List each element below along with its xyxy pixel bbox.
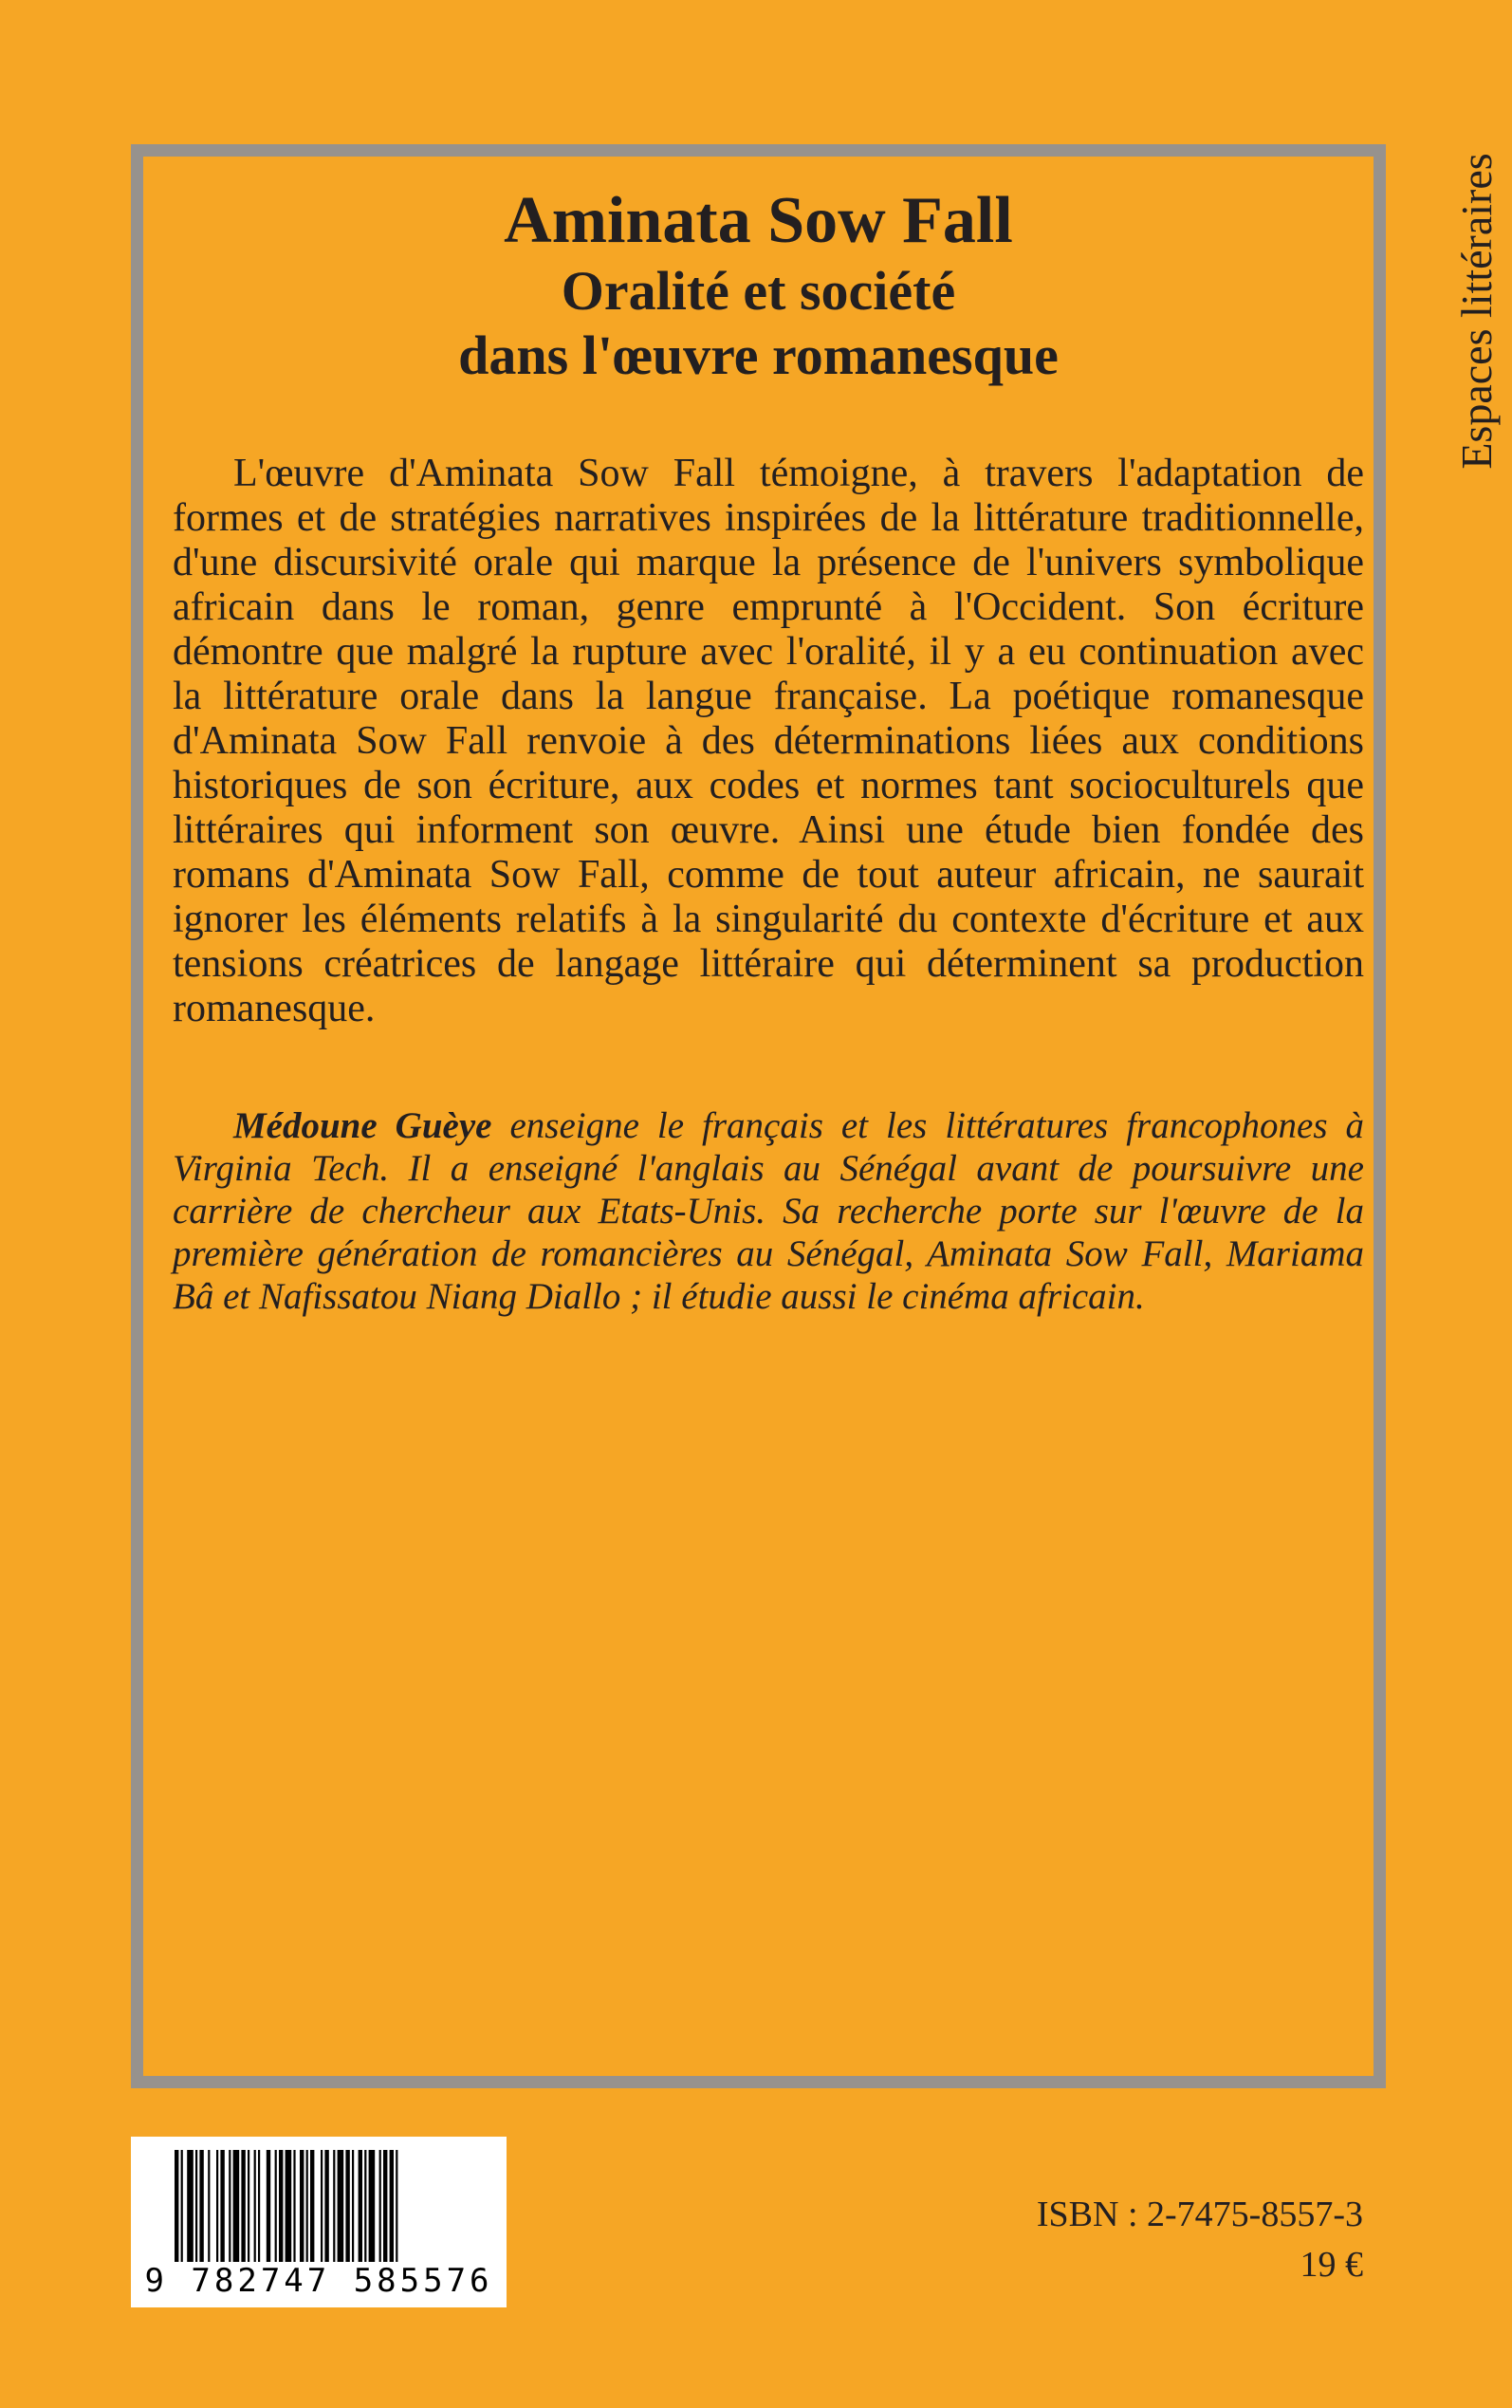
isbn-number: ISBN : 2-7475-8557-3 [1036,2195,1363,2234]
barcode-bar [369,2150,376,2262]
series-name: Espaces littéraires [1452,153,1501,470]
barcode-bar [345,2150,349,2262]
barcode-bars [131,2137,507,2269]
price: 19 € [1300,2245,1363,2285]
barcode-bar [321,2150,323,2262]
barcode-bar [352,2150,354,2262]
author-bio-text: enseigne le français et les littératures francophones à Virginia Tech. Il a enseigné l'anglais au Sénégal avant de poursuivre une carrière de chercheur aux Etats-Unis. Sa recherche porte sur l'œuvre de la première génération de romancières au Sénégal, Aminata Sow Fall, Mariama Bâ et Nafissatou Niang Diallo ; il étudie aussi le cinéma africain. [173,1105,1364,1317]
book-summary: L'œuvre d'Aminata Sow Fall témoigne, à travers l'adaptation de formes et de stratégies narratives inspirées de la littérature traditionnelle, d'une discursivité orale qui marque la présence de l'univers symbolique africain dans le roman, genre emprunté à l'Occident. Son écriture démontre que malgré la rupture avec l'oralité, il y a eu continuation avec la littérature orale dans la langue française. La poétique romanesque d'Aminata Sow Fall renvoie à des déterminations liées aux conditions historiques de son écriture, aux codes et normes tant socioculturels que littéraires qui informent son œuvre. Ainsi une étude bien fondée des romans d'Aminata Sow Fall, comme de tout auteur africain, ne saurait ignorer les éléments relatifs à la singularité du contexte d'écriture et aux tensions créatrices de langage littéraire qui déterminent sa production romanesque. [173,452,1364,1030]
back-cover-frame [131,144,1386,2088]
barcode-bar [233,2150,240,2262]
book-author-title: Aminata Sow Fall [504,184,1013,257]
barcode-bar [306,2150,308,2262]
barcode-bar [229,2150,230,2262]
barcode-bar [396,2150,397,2262]
title-block [143,183,1374,388]
barcode-bar [293,2150,295,2262]
barcode-digits: 9 782747 585576 [144,2262,493,2300]
book-subtitle-line2: dans l'œuvre romanesque [458,324,1059,386]
barcode-bar [383,2150,387,2262]
barcode-bar [310,2150,314,2262]
barcode-bar [195,2150,197,2262]
barcode-bar [199,2150,203,2262]
barcode-bar [333,2150,335,2262]
barcode-bar [324,2150,328,2262]
barcode-bar [338,2150,344,2262]
barcode-bar [208,2150,210,2262]
barcode-bar [286,2150,292,2262]
book-subtitle-line1: Oralité et société [561,260,956,322]
barcode-bar [254,2150,256,2262]
barcode-bar [258,2150,260,2262]
barcode-bar [220,2150,224,2262]
barcode-bar [216,2150,218,2262]
barcode-bar [267,2150,270,2262]
barcode-bar [364,2150,366,2262]
barcode-bar [390,2150,394,2262]
barcode-bar [248,2150,249,2262]
barcode-bar [279,2150,283,2262]
barcode-bar [359,2150,362,2262]
author-bio-name: Médoune Guèye [233,1105,492,1146]
barcode-bar [300,2150,304,2262]
barcode-bar [181,2150,183,2262]
barcode-bar [241,2150,245,2262]
barcode-bar [187,2150,194,2262]
isbn-barcode [131,2137,507,2307]
barcode-bar [275,2150,277,2262]
barcode-bar [175,2150,178,2262]
barcode-bar [379,2150,381,2262]
author-bio [173,1104,1364,1318]
